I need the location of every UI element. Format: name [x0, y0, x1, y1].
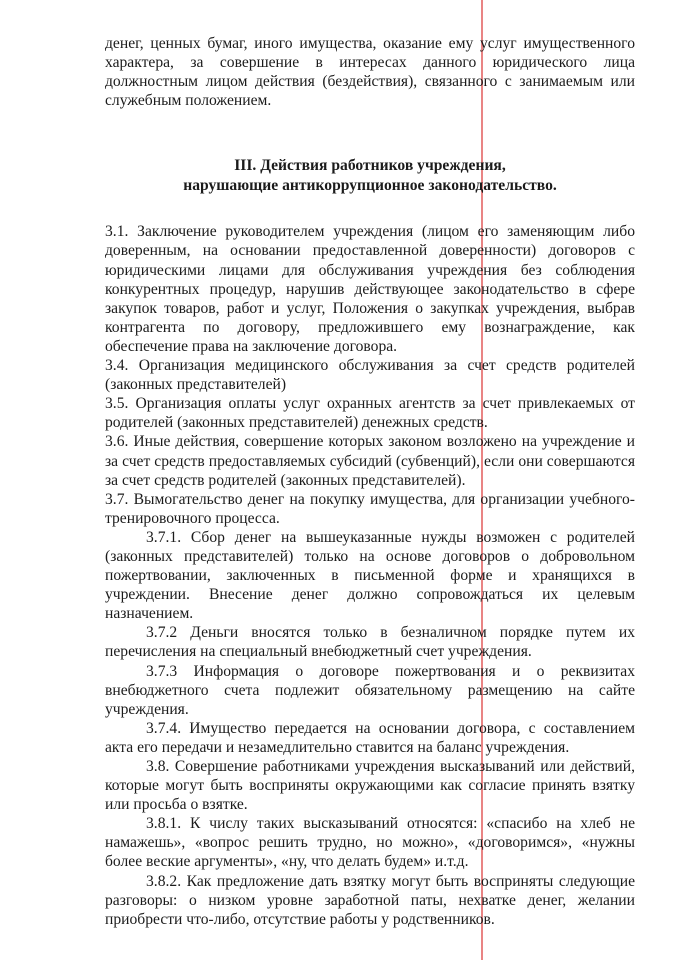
paragraph: 3.7.3 Информация о договоре пожертвования и о реквизитах внебюджетного счета подлежит обязательному размещению на сайте учреждения. — [105, 662, 635, 718]
section-heading — [105, 156, 635, 196]
paragraph: 3.4. Организация медицинского обслуживания за счет средств родителей (законных представителей) — [105, 357, 635, 394]
paragraph: 3.8.1. К числу таких высказываний относятся: «спасибо на хлеб не намажешь», «вопрос решить трудно, но можно», «договоримся», «нужны более веские аргументы», «ну, что делать будем» и.т.д. — [105, 815, 635, 871]
paragraph: 3.7.4. Имущество передается на основании договора, с составлением акта его передачи и незамедлительно ставится на баланс учреждения. — [105, 719, 635, 756]
paragraph: 3.7. Вымогательство денег на покупку имущества, для организации учебного- тренировочного процесса. — [105, 490, 635, 527]
paragraph: 3.8. Совершение работниками учреждения высказываний или действий, которые могут быть восприняты окружающими как согласие принять взятку или просьба о взятке. — [105, 758, 635, 814]
paragraph: 3.8.2. Как предложение дать взятку могут быть восприняты следующие разговоры: о низком уровне заработной паты, нехватке денег, желании приобрести что-либо, отсутствие работы у родственников. — [105, 872, 635, 928]
paragraph: 3.7.1. Сбор денег на вышеуказанные нужды возможен с родителей (законных представителей) только на основе договоров о добровольном пожертвовании, заключенных в письменной форме и хранящихся в учреждении. Внесение денег должно сопровождаться их целевым назначением. — [105, 528, 635, 623]
paragraph: 3.1. Заключение руководителем учреждения (лицом его заменяющим либо доверенным, на основании предоставленной доверенности) договоров с юридическими лицами для обслуживания учреждения без соблюдения конкурентных процедур, нарушив действующее законодательство в сфере закупок товаров, работ и услуг, Положения о закупках учреждения, выбрав контрагента по договору, предложившего ему вознаграждение, как обеспечение права на заключение договора. — [105, 223, 635, 355]
heading-line-1: III. Действия работников учреждения, — [234, 157, 506, 175]
paragraph: 3.6. Иные действия, совершение которых законом возложено на учреждение и за счет средств предоставляемых субсидий (субвенций), если они совершаются за счет средств родителей (законных представителей). — [105, 433, 635, 489]
paragraph: 3.7.2 Деньги вносятся только в безналичном порядке путем их перечисления на специальный внебюджетный счет учреждения. — [105, 624, 635, 661]
heading-line-2: нарушающие антикоррупционное законодательство. — [183, 177, 557, 195]
paragraph-list — [105, 222, 635, 928]
document-body — [105, 34, 635, 929]
paragraph: 3.5. Организация оплаты услуг охранных агентств за счет привлекаемых от родителей (законных представителей) денежных средств. — [105, 395, 635, 432]
intro-paragraph: денег, ценных бумаг, иного имущества, оказание ему услуг имущественного характера, за совершение в интересах данного юридического лица должностным лицом действия (бездействия), связанного с занимаемым или служебным положением. — [105, 35, 635, 110]
